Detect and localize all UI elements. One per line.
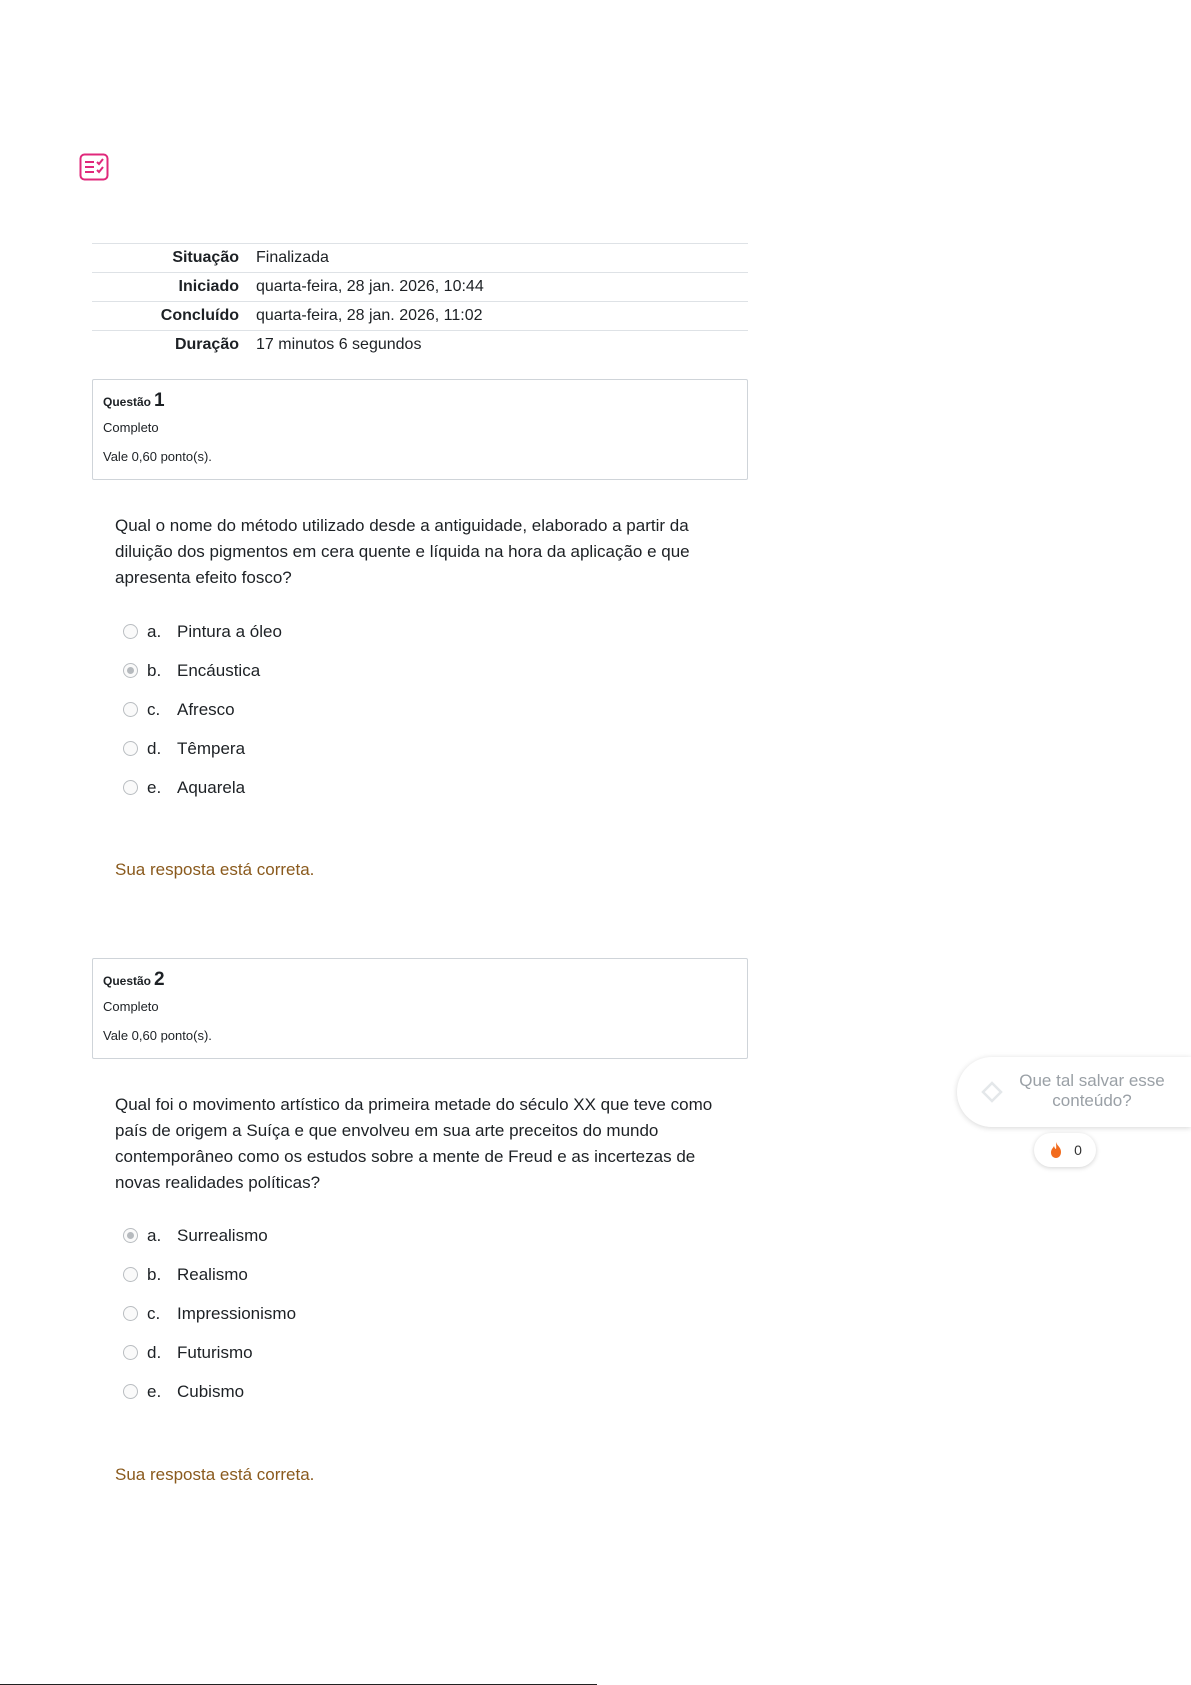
answer-option-c[interactable]	[123, 690, 282, 729]
summary-label: Iniciado	[178, 278, 239, 295]
save-content-widget[interactable]	[957, 1057, 1191, 1127]
streak-badge[interactable]	[1034, 1133, 1096, 1167]
question-grade: Vale 0,60 ponto(s).	[103, 1028, 212, 1043]
question-1-info	[92, 379, 748, 480]
radio-button[interactable]	[123, 1384, 138, 1399]
summary-value: 17 minutos 6 segundos	[256, 336, 422, 354]
answer-text: Afresco	[177, 699, 235, 719]
question-number	[103, 969, 737, 991]
fire-icon	[1048, 1141, 1064, 1159]
answer-option-d[interactable]	[123, 1333, 296, 1372]
answer-text: Cubismo	[177, 1381, 245, 1401]
answer-letter: d.	[147, 1342, 162, 1362]
answer-option-a[interactable]	[123, 1216, 296, 1255]
radio-button-checked[interactable]	[123, 663, 138, 678]
radio-button[interactable]	[123, 741, 138, 756]
radio-button[interactable]	[123, 702, 138, 717]
answer-text: Pintura a óleo	[177, 621, 282, 641]
answer-option-b[interactable]	[123, 651, 282, 690]
summary-row-concluido	[92, 302, 748, 331]
question-1-answers	[123, 612, 282, 807]
answer-option-b[interactable]	[123, 1255, 296, 1294]
radio-button[interactable]	[123, 780, 138, 795]
summary-value: Finalizada	[256, 249, 329, 266]
summary-label: Concluído	[160, 307, 239, 324]
answer-option-d[interactable]	[123, 729, 282, 768]
question-1-text: Qual o nome do método utilizado desde a antiguidade, elaborado a partir da diluição dos pigmentos em cera quente e líquida na hora da aplicação e que apresenta efeito fosco?	[115, 516, 690, 587]
answer-text: Têmpera	[177, 738, 246, 758]
radio-button-checked[interactable]	[123, 1228, 138, 1243]
summary-row-duracao	[92, 331, 748, 360]
summary-label: Duração	[174, 336, 239, 354]
radio-button[interactable]	[123, 1267, 138, 1282]
answer-letter: a.	[147, 1225, 162, 1245]
question-number	[103, 390, 737, 412]
question-2-text: Qual foi o movimento artístico da primeira metade do século XX que teve como país de origem a Suíça e que envolveu em sua arte preceitos do mundo contemporâneo como os estudos sobre a mente de Freud e as incertezas de novas realidades políticas?	[115, 1095, 713, 1192]
summary-label: Situação	[172, 249, 239, 266]
answer-option-c[interactable]	[123, 1294, 296, 1333]
attempt-summary	[92, 243, 748, 360]
question-number-value: 1	[154, 390, 165, 411]
question-2-answers	[123, 1216, 296, 1411]
summary-value: quarta-feira, 28 jan. 2026, 11:02	[256, 307, 483, 324]
answer-text: Realismo	[177, 1264, 248, 1284]
answer-option-e[interactable]	[123, 768, 282, 807]
answer-letter: c.	[147, 699, 161, 719]
answer-letter: c.	[147, 1303, 161, 1323]
summary-row-iniciado	[92, 273, 748, 302]
answer-text: Encáustica	[177, 660, 261, 680]
save-content-text: Que tal salvar esse conteúdo?	[1019, 1071, 1165, 1110]
answer-letter: a.	[147, 621, 162, 641]
question-2-info	[92, 958, 748, 1059]
radio-button[interactable]	[123, 624, 138, 639]
radio-button[interactable]	[123, 1345, 138, 1360]
question-label: Questão	[103, 974, 152, 988]
question-1-feedback: Sua resposta está correta.	[115, 860, 315, 879]
answer-letter: b.	[147, 1264, 162, 1284]
summary-row-situacao	[92, 244, 748, 273]
question-grade: Vale 0,60 ponto(s).	[103, 449, 212, 464]
answer-text: Aquarela	[177, 777, 246, 797]
radio-button[interactable]	[123, 1306, 138, 1321]
quiz-icon	[79, 153, 109, 181]
streak-count: 0	[1074, 1142, 1082, 1158]
question-state: Completo	[103, 420, 159, 435]
question-label: Questão	[103, 395, 152, 409]
question-number-value: 2	[154, 969, 165, 990]
answer-letter: e.	[147, 777, 162, 797]
question-state: Completo	[103, 999, 159, 1014]
answer-option-a[interactable]	[123, 612, 282, 651]
diamond-icon	[981, 1081, 1003, 1103]
answer-letter: b.	[147, 660, 162, 680]
summary-value: quarta-feira, 28 jan. 2026, 10:44	[256, 278, 484, 295]
answer-text: Impressionismo	[177, 1303, 297, 1323]
answer-letter: d.	[147, 738, 162, 758]
answer-option-e[interactable]	[123, 1372, 296, 1411]
answer-text: Surrealismo	[177, 1225, 268, 1245]
answer-text: Futurismo	[177, 1342, 253, 1362]
question-2-feedback: Sua resposta está correta.	[115, 1465, 315, 1484]
answer-letter: e.	[147, 1381, 162, 1401]
